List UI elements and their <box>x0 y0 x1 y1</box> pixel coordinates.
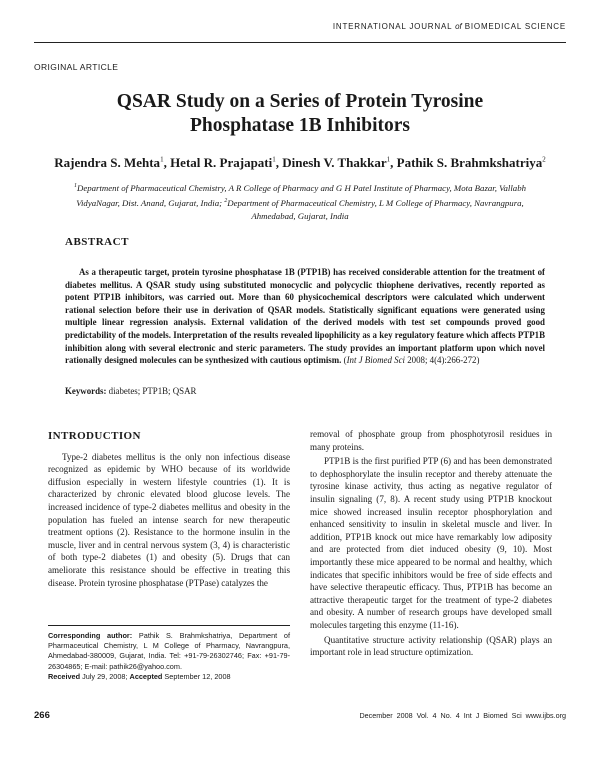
journal-name-of: of <box>455 22 462 31</box>
footnote-divider <box>48 625 290 626</box>
correspondence-text: Pathik S. Brahmkshatriya, Department of Pharmaceutical Chemistry, L M College of Pharmacy, Navrangpura, Ahmedabad-380009, Gujarat, India. Tel: +91-79-26302746; Fax: +91-79-26304865; E-mail: pathik26@yahoo.com. <box>48 631 290 671</box>
author-name: Pathik S. Brahmkshatriya <box>396 155 543 170</box>
abstract-body <box>65 266 545 367</box>
keywords <box>65 386 196 396</box>
author-affil-marker: 1 <box>160 155 164 164</box>
affil-marker: 1 <box>74 183 77 189</box>
journal-name-post: BIOMEDICAL SCIENCE <box>461 22 566 31</box>
author-list: Rajendra S. Mehta$^1$, Hetal R. Prajapati$^1$, Dinesh V. Thakkar$^1$, Pathik S. Brahmkshatriya$^2$ <box>54 155 546 170</box>
left-column <box>48 430 290 589</box>
title-line-2: Phosphatase 1B Inhibitors <box>190 115 410 136</box>
journal-header <box>0 22 600 31</box>
author-affil-marker: 1 <box>272 155 276 164</box>
affiliation-1: Department of Pharmaceutical Chemistry, A R College of Pharmacy and G H Patel Institute of Pharmacy, Mota Bazar, Vallabh VidyaNagar, Dist. Anand, Gujarat, India; <box>76 182 526 208</box>
citation-journal: Int J Biomed Sci <box>346 355 405 366</box>
accepted-label: Accepted <box>129 671 163 681</box>
citation-volume: 2008; 4(4):266-272) <box>404 355 480 366</box>
header-divider <box>34 42 566 43</box>
author-affil-marker: 1 <box>386 155 391 164</box>
keywords-list: diabetes; PTP1B; QSAR <box>106 386 197 396</box>
affiliations <box>55 180 545 223</box>
keywords-label: Keywords: <box>65 386 107 396</box>
intro-paragraph: Quantitative structure activity relationship (QSAR) plays an important role in lead structure optimization. <box>310 634 552 658</box>
affil-marker: 2 <box>224 197 228 204</box>
intro-paragraph: PTP1B is the first purified PTP (6) and has been demonstrated to dephosphorylate the insulin receptor and thereby attenuate the tyrosine kinase activity, thus acting as negative regulator of insulin signaling (7, 8). A recent study using PTP1B knockout mice showed increased insulin receptor phosphorylation and enhanced sensitivity to insulin in skeletal muscle and liver. In addition, PTP1B knock out mice have remarkably low adiposity and are protected from diet induced obesity (9, 10). Most importantly these mice appeared to be normal and healthy, which indicates that specific inhibitors would be free of side effects and have selective therapeutic efficacy. Thus, PTP1B has become an attractive therapeutic target for the treatment of type-2 diabetes and obesity. A number of research groups have developed small molecules targeting this enzyme (11-16). <box>310 456 552 630</box>
abstract-citation <box>341 355 479 365</box>
author-affil-marker: 2 <box>542 155 546 164</box>
right-column <box>310 428 552 659</box>
author-name: Hetal R. Prajapati <box>170 155 273 170</box>
affiliation-2: Department of Pharmaceutical Chemistry, L M College of Pharmacy, Navrangpura, Ahmedabad, Gujarat, India <box>227 197 524 221</box>
intro-paragraph: Type-2 diabetes mellitus is the only non infectious disease recognized as epidemic by WHO because of its worldwide diffusion especially in western lifestyle countries (1). It is characterized by chronic elevated blood glucose levels. The increased incidence of type-2 diabetes mellitus and obesity in the population has fueled an intense search for new therapeutic treatment options (2). Resistance to the hormone insulin in the muscle, liver and in central nervous system (3, 4) is characteristic of both type-2 diabetes (1) and obesity (5). Drugs that can ameliorate this resistance should be effective in treating this disease. Protein tyrosine phosphatase (PTPase) catalyzes the <box>48 451 290 588</box>
citation-open: ( <box>341 355 347 366</box>
correspondence-note <box>48 631 290 682</box>
section-label: ORIGINAL ARTICLE <box>34 62 119 72</box>
article-title <box>40 90 560 138</box>
footer-issue-info: December 2008 Vol. 4 No. 4 Int J Biomed Sci www.ijbs.org <box>359 711 566 720</box>
introduction-heading: INTRODUCTION <box>48 430 141 442</box>
received-date: July 29, 2008; <box>80 671 130 681</box>
accepted-date: September 12, 2008 <box>162 671 231 681</box>
intro-paragraph: removal of phosphate group from phosphotyrosil residues in many proteins. <box>310 429 552 452</box>
abstract-text: As a therapeutic target, protein tyrosine phosphatase 1B (PTP1B) has received considerable attention for the treatment of diabetes mellitus. A QSAR study using substituted monocyclic and polycyclic thiophene derivatives, recently reported as potent PTP1B inhibitors, was carried out. More than 60 physicochemical descriptors were calculated which underwent rational selection before their use in derivation of QSAR models. Statistically significant equations were generated using multiple linear regression analysis. External validation of the derived models with test set compounds proved good predictability of the models. Interpretation of the results revealed lipophilicity as a key regulatory feature which affects PTP1B inhibition along with several electronic and steric parameters. The study provides an important platform upon which novel rationally designed molecules can be synthesized with cautious optimism. <box>65 267 545 366</box>
author-name: Dinesh V. Thakkar <box>282 155 387 170</box>
abstract-heading: ABSTRACT <box>65 236 129 248</box>
page-number: 266 <box>34 710 50 721</box>
journal-name-pre: INTERNATIONAL JOURNAL <box>332 22 456 31</box>
author-name: Rajendra S. Mehta <box>54 155 161 170</box>
title-line-1: QSAR Study on a Series of Protein Tyrosine <box>116 91 484 112</box>
correspondence-label: Corresponding author: <box>48 631 133 640</box>
received-label: Received <box>48 671 81 681</box>
